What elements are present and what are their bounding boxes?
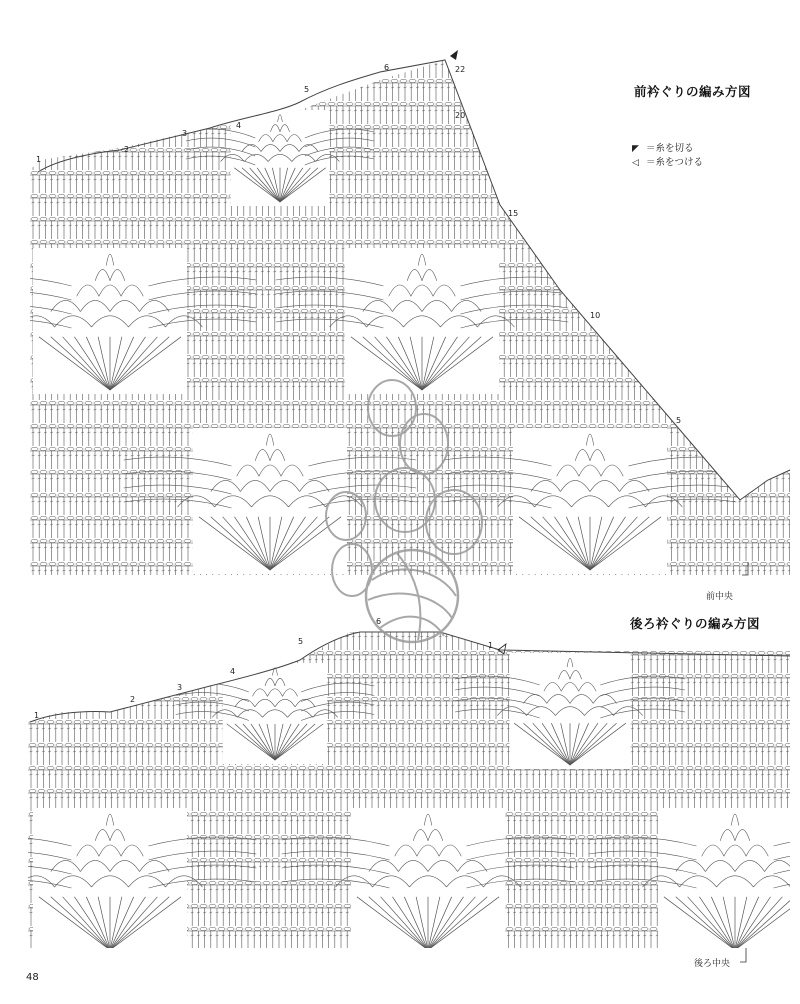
front-center-label: 前中央 xyxy=(706,592,734,602)
attach-yarn-marker-icon xyxy=(498,644,506,654)
front-neckline-stitch-grid xyxy=(0,56,794,584)
cut-yarn-icon: ◤ xyxy=(632,144,639,154)
back-step-label: 3 xyxy=(177,683,183,692)
front-center-mark xyxy=(742,562,748,575)
front-chart-title: 前衿ぐりの編み方図 xyxy=(634,84,752,99)
back-step-label: 1 xyxy=(488,641,494,650)
front-step-label: 5 xyxy=(304,85,310,94)
front-step-label: 2 xyxy=(124,145,130,154)
front-step-label: 6 xyxy=(384,63,390,72)
back-center-mark xyxy=(740,948,746,962)
front-row-label: 20 xyxy=(455,111,466,120)
back-neckline-stitch-grid xyxy=(0,628,800,954)
front-step-label: 1 xyxy=(36,155,42,164)
page-number: 48 xyxy=(26,972,39,983)
cut-yarn-marker-icon xyxy=(450,50,458,60)
back-step-label: 2 xyxy=(130,695,136,704)
attach-yarn-icon: ◁ xyxy=(632,158,639,168)
back-chart-title: 後ろ衿ぐりの編み方図 xyxy=(630,616,761,631)
front-row-label: 10 xyxy=(590,311,601,320)
back-step-label: 5 xyxy=(298,637,304,646)
legend-cut-yarn-text: ＝糸を切る xyxy=(646,143,694,154)
front-step-labels xyxy=(36,63,389,164)
front-step-label: 3 xyxy=(182,129,188,138)
front-row-label: 22 xyxy=(455,65,466,74)
back-step-label: 4 xyxy=(230,667,236,676)
back-step-label: 6 xyxy=(376,617,382,626)
legend-cut-yarn xyxy=(632,140,703,154)
back-center-label: 後ろ中央 xyxy=(694,959,731,969)
legend-attach-yarn-text: ＝糸をつける xyxy=(646,157,704,168)
front-row-label: 5 xyxy=(676,416,682,425)
back-step-label: 1 xyxy=(34,711,40,720)
yarn-legend xyxy=(632,140,703,168)
front-step-label: 4 xyxy=(236,121,242,130)
front-row-label: 15 xyxy=(508,209,519,218)
legend-attach-yarn xyxy=(632,154,703,168)
